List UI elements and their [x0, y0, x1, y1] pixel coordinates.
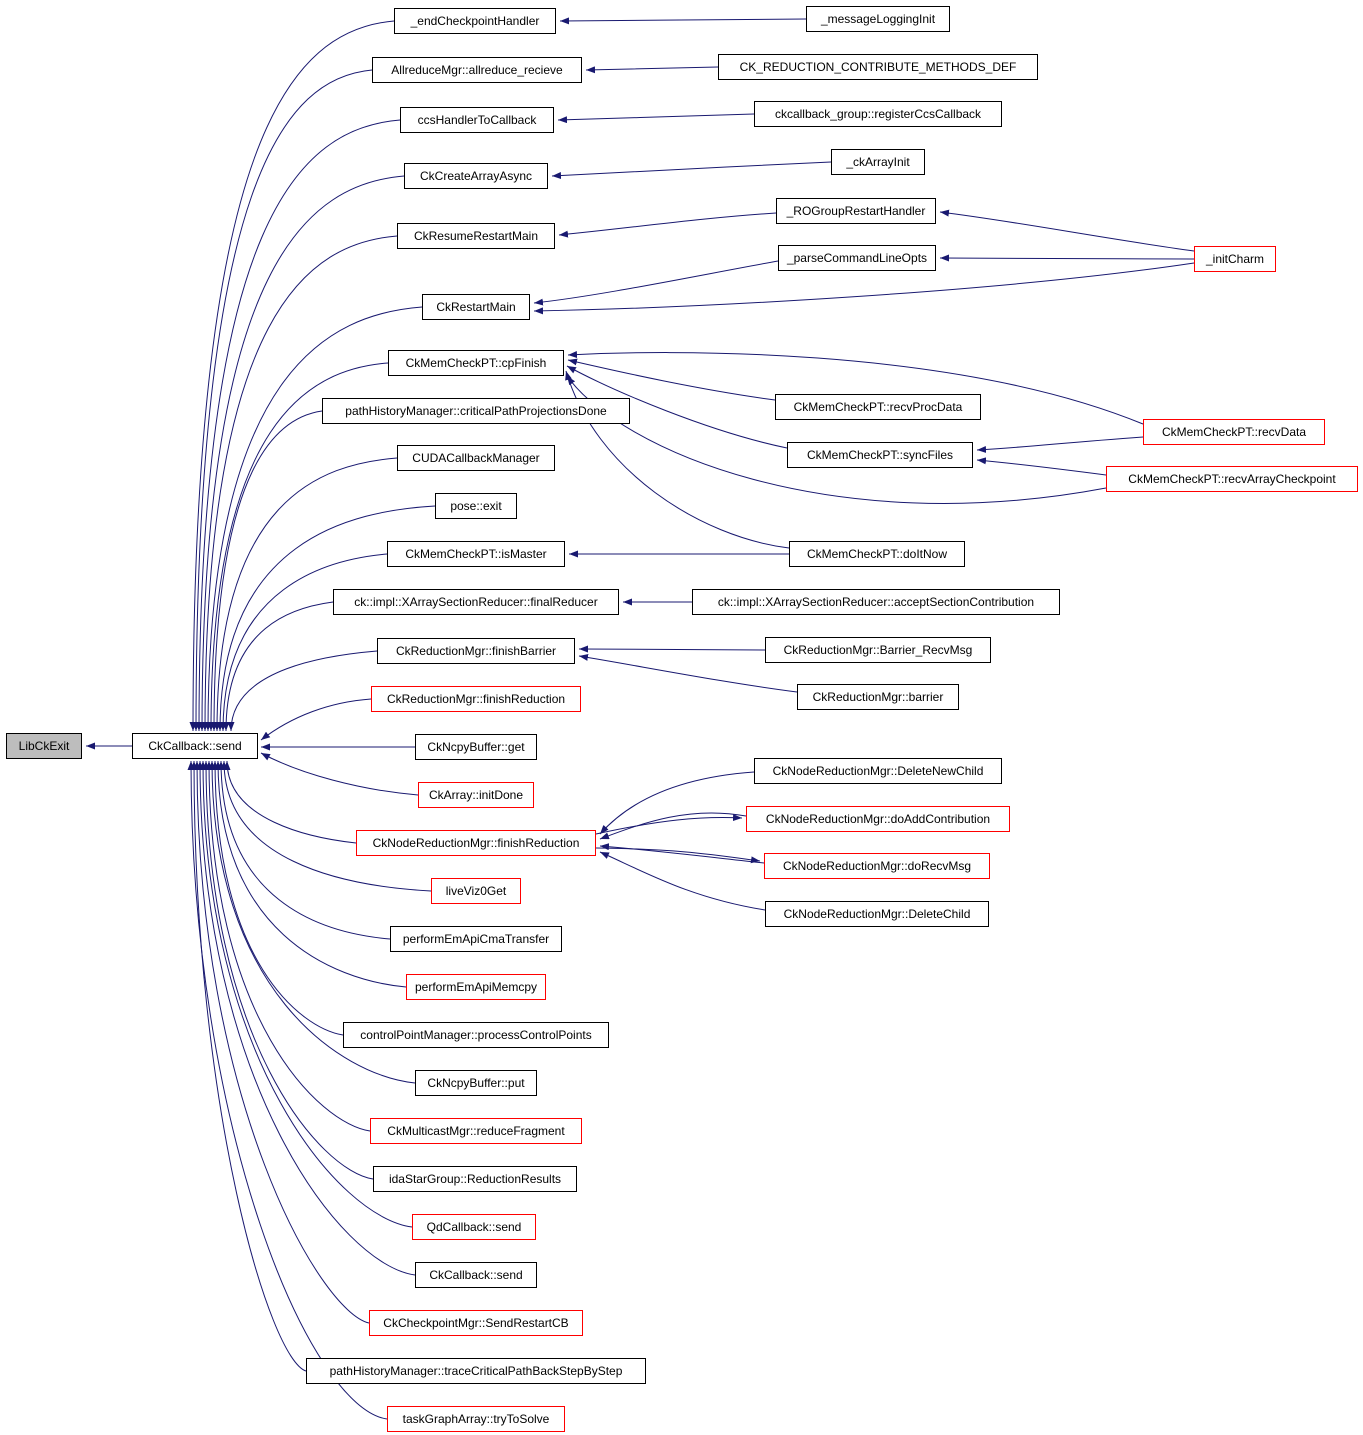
node-delete-new-child[interactable]: CkNodeReductionMgr::DeleteNewChild	[754, 758, 1002, 784]
node-cp-finish[interactable]: CkMemCheckPT::cpFinish	[388, 350, 564, 376]
node-recv-data[interactable]: CkMemCheckPT::recvData	[1143, 419, 1325, 445]
node-is-master[interactable]: CkMemCheckPT::isMaster	[387, 541, 565, 567]
node-ck-array-init[interactable]: _ckArrayInit	[831, 149, 925, 175]
node-do-add-contribution[interactable]: CkNodeReductionMgr::doAddContribution	[746, 806, 1010, 832]
node-finish-reduction[interactable]: CkReductionMgr::finishReduction	[371, 686, 581, 712]
node-barrier-recv-msg[interactable]: CkReductionMgr::Barrier_RecvMsg	[765, 637, 991, 663]
node-ck-callback-send-hub[interactable]: CkCallback::send	[132, 733, 258, 759]
node-message-logging-init[interactable]: _messageLoggingInit	[806, 6, 950, 32]
node-ro-group-restart-handler[interactable]: _ROGroupRestartHandler	[776, 198, 936, 224]
node-finish-barrier[interactable]: CkReductionMgr::finishBarrier	[377, 638, 575, 664]
node-do-recv-msg[interactable]: CkNodeReductionMgr::doRecvMsg	[764, 853, 990, 879]
node-ck-resume-restart-main[interactable]: CkResumeRestartMain	[397, 223, 555, 249]
node-ck-callback-send[interactable]: CkCallback::send	[415, 1262, 537, 1288]
node-send-restart-cb[interactable]: CkCheckpointMgr::SendRestartCB	[369, 1310, 583, 1336]
node-delete-child[interactable]: CkNodeReductionMgr::DeleteChild	[765, 901, 989, 927]
node-qd-callback-send[interactable]: QdCallback::send	[412, 1214, 536, 1240]
node-pose-exit[interactable]: pose::exit	[435, 493, 517, 519]
node-final-reducer[interactable]: ck::impl::XArraySectionReducer::finalReducer	[333, 589, 619, 615]
node-parse-command-line-opts[interactable]: _parseCommandLineOpts	[778, 245, 936, 271]
node-recv-array-checkpoint[interactable]: CkMemCheckPT::recvArrayCheckpoint	[1106, 466, 1358, 492]
node-ck-restart-main[interactable]: CkRestartMain	[422, 294, 530, 320]
node-barrier[interactable]: CkReductionMgr::barrier	[797, 684, 959, 710]
node-process-control-points[interactable]: controlPointManager::processControlPoints	[343, 1022, 609, 1048]
node-ck-create-array-async[interactable]: CkCreateArrayAsync	[404, 163, 548, 189]
node-node-finish-reduction[interactable]: CkNodeReductionMgr::finishReduction	[356, 830, 596, 856]
node-ncpy-buffer-put[interactable]: CkNcpyBuffer::put	[415, 1070, 537, 1096]
node-ck-array-init-done[interactable]: CkArray::initDone	[418, 782, 534, 808]
node-end-checkpoint-handler[interactable]: _endCheckpointHandler	[394, 8, 556, 34]
node-cuda-callback-manager[interactable]: CUDACallbackManager	[397, 445, 555, 471]
node-perform-em-api-cma-transfer[interactable]: performEmApiCmaTransfer	[390, 926, 562, 952]
node-reduction-results[interactable]: idaStarGroup::ReductionResults	[373, 1166, 577, 1192]
node-register-ccs-callback[interactable]: ckcallback_group::registerCcsCallback	[754, 101, 1002, 127]
node-allreduce-recieve[interactable]: AllreduceMgr::allreduce_recieve	[372, 57, 582, 83]
node-critical-path-projections-done[interactable]: pathHistoryManager::criticalPathProjectionsDone	[322, 398, 630, 424]
node-accept-section-contribution[interactable]: ck::impl::XArraySectionReducer::acceptSectionContribution	[692, 589, 1060, 615]
node-reduce-fragment[interactable]: CkMulticastMgr::reduceFragment	[370, 1118, 582, 1144]
node-trace-critical-path-back-step-by-step[interactable]: pathHistoryManager::traceCriticalPathBackStepByStep	[306, 1358, 646, 1384]
node-init-charm[interactable]: _initCharm	[1194, 246, 1276, 272]
node-ck-reduction-contribute-methods-def[interactable]: CK_REDUCTION_CONTRIBUTE_METHODS_DEF	[718, 54, 1038, 80]
node-recv-proc-data[interactable]: CkMemCheckPT::recvProcData	[775, 394, 981, 420]
node-do-it-now[interactable]: CkMemCheckPT::doItNow	[789, 541, 965, 567]
node-ncpy-buffer-get[interactable]: CkNcpyBuffer::get	[415, 734, 537, 760]
node-live-viz0-get[interactable]: liveViz0Get	[431, 878, 521, 904]
node-try-to-solve[interactable]: taskGraphArray::tryToSolve	[387, 1406, 565, 1432]
node-ccs-handler-to-callback[interactable]: ccsHandlerToCallback	[400, 107, 554, 133]
node-perform-em-api-memcpy[interactable]: performEmApiMemcpy	[406, 974, 546, 1000]
node-lib-ck-exit: LibCkExit	[6, 733, 82, 759]
node-sync-files[interactable]: CkMemCheckPT::syncFiles	[787, 442, 973, 468]
